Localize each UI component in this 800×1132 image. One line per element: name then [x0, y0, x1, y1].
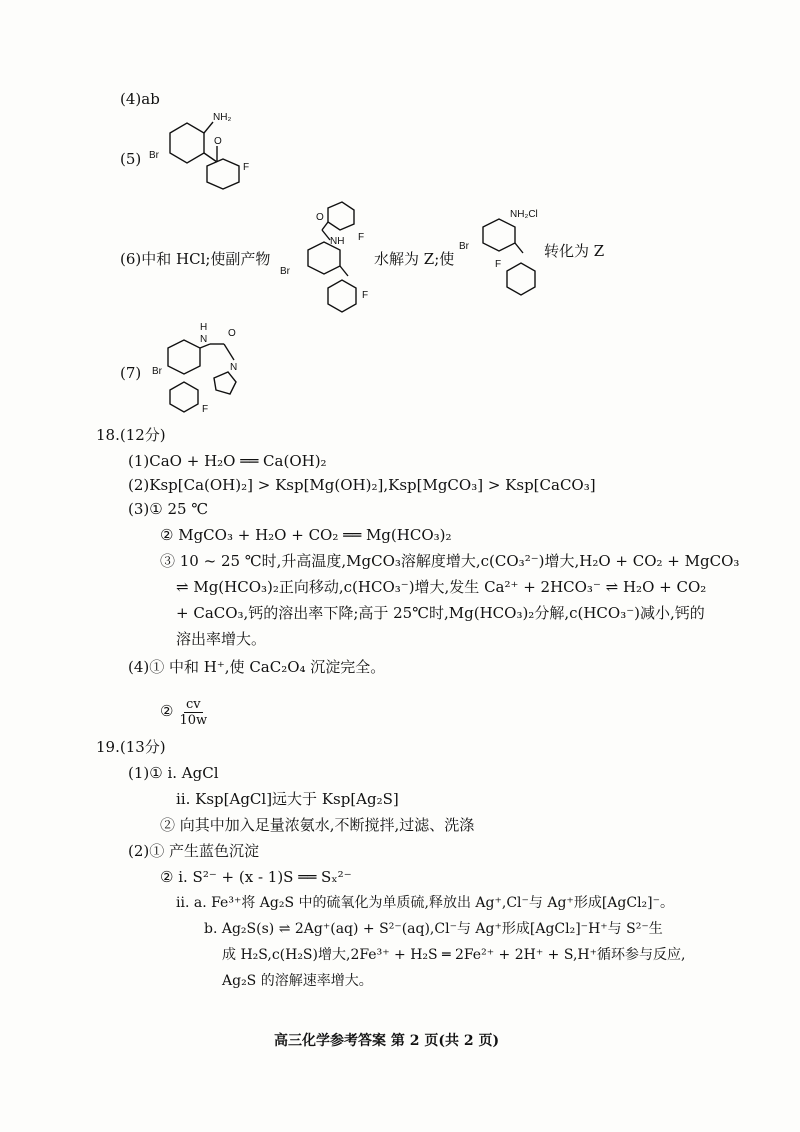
atom-o: O: [316, 212, 324, 223]
fraction: [179, 697, 207, 728]
q17-part4: (4)ab: [120, 90, 160, 108]
q18-line10-label: ②: [160, 702, 174, 720]
q19-line7: b. Ag₂S(s) ⇌ 2Ag⁺(aq) + S²⁻(aq),Cl⁻与 Ag⁺形成[AgCl₂]⁻H⁺与 S²⁻生: [204, 921, 663, 937]
atom-n: N: [200, 334, 208, 345]
q18-line9: (4)① 中和 H⁺,使 CaC₂O₄ 沉淀完全。: [128, 658, 386, 676]
atom-f: F: [358, 232, 365, 243]
atom-o: O: [228, 328, 236, 339]
q19-line3: ② 向其中加入足量浓氨水,不断搅拌,过滤、洗涤: [160, 816, 475, 834]
q17-part7-label: (7): [120, 364, 142, 382]
atom-f: F: [362, 290, 369, 301]
atom-f: F: [495, 259, 502, 270]
atom-br: Br: [280, 266, 290, 277]
structure-5-aminobenzophenone: [145, 108, 265, 193]
structure-chloramine: [455, 205, 545, 300]
q19-line2: ⅱ. Ksp[AgCl]远大于 Ksp[Ag₂S]: [176, 790, 399, 808]
q19-line8: 成 H₂S,c(H₂S)增大,2Fe³⁺ + H₂S ═ 2Fe²⁺ + 2H⁺ + S,H⁺循环参与反应,: [222, 947, 686, 963]
page-footer: 高三化学参考答案 第 2 页(共 2 页): [274, 1033, 500, 1049]
q18-line5: ③ 10 ~ 25 ℃时,升高温度,MgCO₃溶解度增大,c(CO₃²⁻)增大,H₂O + CO₂ + MgCO₃: [160, 552, 740, 570]
structure-product-7: [150, 318, 260, 418]
atom-nh2: NH₂: [213, 112, 232, 123]
q18-line2: (2)Ksp[Ca(OH)₂] > Ksp[Mg(OH)₂],Ksp[MgCO₃] > Ksp[CaCO₃]: [128, 476, 596, 494]
q18-line8: 溶出率增大。: [176, 630, 267, 648]
atom-br: Br: [149, 150, 159, 161]
atom-br: Br: [152, 366, 162, 377]
q19-line4: (2)① 产生蓝色沉淀: [128, 842, 260, 860]
q19-line1: (1)① ⅰ. AgCl: [128, 764, 219, 782]
q18-line6: ⇌ Mg(HCO₃)₂正向移动,c(HCO₃⁻)增大,发生 Ca²⁺ + 2HCO₃⁻ ⇌ H₂O + CO₂: [176, 578, 707, 596]
q18-line4: ② MgCO₃ + H₂O + CO₂ ══ Mg(HCO₃)₂: [160, 526, 452, 544]
atom-h: H: [200, 322, 208, 333]
q18-line1: (1)CaO + H₂O ══ Ca(OH)₂: [128, 452, 327, 470]
atom-br: Br: [459, 241, 469, 252]
q19-heading: 19.(13分): [96, 738, 166, 756]
q19-line5: ② ⅰ. S²⁻ + (x - 1)S ══ Sₓ²⁻: [160, 868, 352, 886]
atom-f: F: [202, 404, 209, 415]
q18-heading: 18.(12分): [96, 426, 166, 444]
structure-byproduct-amide: [278, 200, 378, 315]
q17-part6-b: 水解为 Z;使: [374, 250, 455, 268]
q17-part5-label: (5): [120, 150, 142, 168]
q17-part6-c: 转化为 Z: [544, 242, 605, 260]
fraction-numerator: cv: [185, 696, 201, 712]
q19-line9: Ag₂S 的溶解速率增大。: [222, 973, 373, 989]
atom-f: F: [243, 162, 250, 173]
q19-line6: ⅱ. a. Fe³⁺将 Ag₂S 中的硫氧化为单质硫,释放出 Ag⁺,Cl⁻与 Ag⁺形成[AgCl₂]⁻。: [176, 895, 675, 911]
q17-part6-a: (6)中和 HCl;使副产物: [120, 250, 271, 268]
atom-nh2cl: NH₂Cl: [510, 209, 538, 220]
atom-n: N: [230, 362, 238, 373]
atom-nh: NH: [330, 236, 345, 247]
q18-line7: + CaCO₃,钙的溶出率下降;高于 25℃时,Mg(HCO₃)₂分解,c(HCO₃⁻)减小,钙的: [176, 604, 705, 622]
fraction-denominator: 10w: [179, 712, 208, 728]
q18-line3: (3)① 25 ℃: [128, 500, 209, 518]
atom-o: O: [214, 136, 222, 147]
q18-line10: [160, 694, 207, 728]
